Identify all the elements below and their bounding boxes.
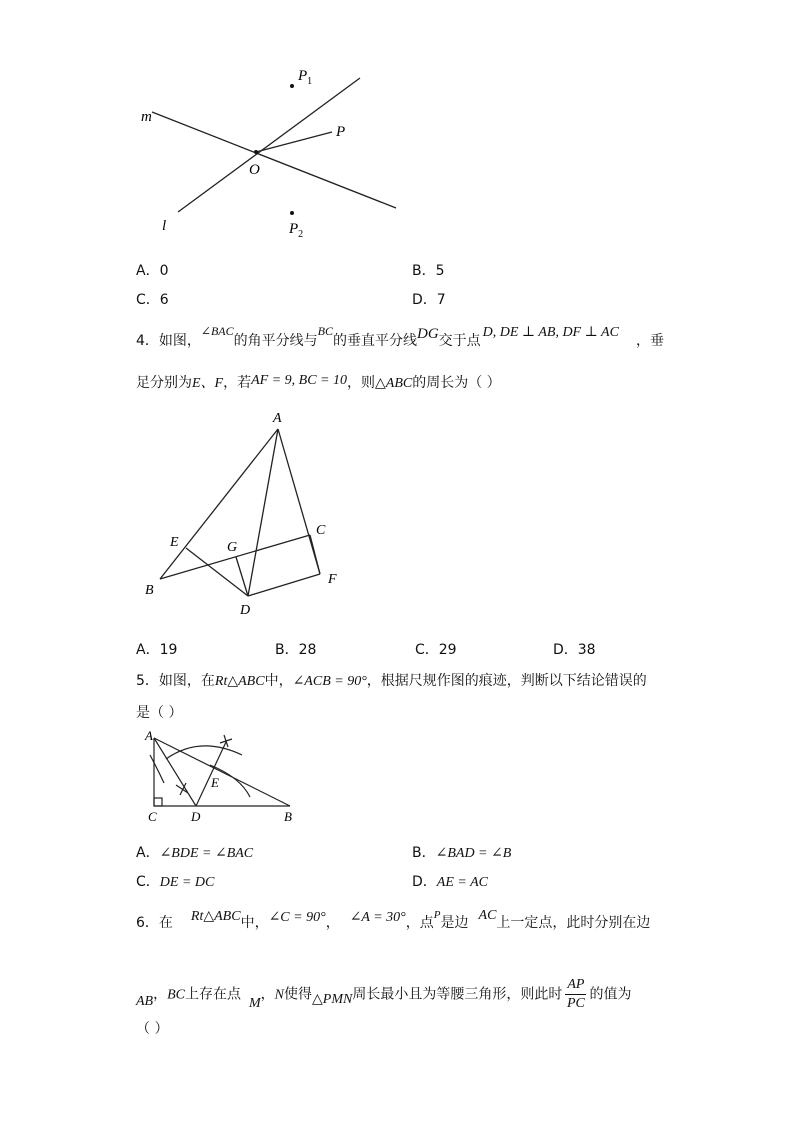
q6-prefix: 6．在 xyxy=(136,915,173,931)
q4-angle-bac: ∠BAC xyxy=(200,324,234,338)
cross-mark-2 xyxy=(220,735,232,747)
line-m xyxy=(152,112,396,208)
q6-ac: AC xyxy=(478,908,497,923)
q6-sep: ， xyxy=(153,986,168,1003)
q4-bc: BC xyxy=(317,324,333,338)
label-l: l xyxy=(162,218,167,234)
label-b: B xyxy=(284,809,292,824)
label-f: F xyxy=(328,572,337,587)
label-p2: $P_2$ xyxy=(289,221,304,240)
q6-pmn: △PMN xyxy=(312,991,353,1007)
q6-p: P xyxy=(433,909,441,921)
label-c: C xyxy=(148,809,157,824)
arc-left xyxy=(150,755,164,783)
q6-a30: ∠A = 30° xyxy=(349,910,406,925)
q6-t3: 是边 xyxy=(440,915,469,931)
q5-option-b: B．∠BAD = ∠B xyxy=(412,845,512,861)
q6-t2: ，点 xyxy=(405,915,434,931)
q4-option-a: A．19 xyxy=(136,642,178,658)
q4-text1: 的角平分线与 xyxy=(233,333,318,349)
label-c: C xyxy=(316,523,326,538)
seg-ad xyxy=(248,429,278,596)
q3-option-d: D．7 xyxy=(412,292,446,308)
q6-l2-t2: 使得 xyxy=(284,986,313,1003)
q6-line1 xyxy=(136,908,651,932)
label-p1: $P_1$ xyxy=(298,68,313,87)
q6-t1: 中， xyxy=(240,915,269,931)
q3-option-c: C．6 xyxy=(136,292,169,308)
q6-comma: ， xyxy=(325,915,340,931)
q6-fraction xyxy=(565,976,586,1013)
q4-condition: D, DE ⊥ AB, DF ⊥ AC xyxy=(482,325,619,340)
q4-ef: E、F xyxy=(192,376,224,391)
q6-triangle: Rt△ABC xyxy=(190,909,241,924)
q4-dg: DG xyxy=(416,326,439,342)
q5-prefix: 5．如图，在 xyxy=(136,673,215,689)
label-o: O xyxy=(249,162,260,178)
q6-line2 xyxy=(136,976,631,1013)
point-p2 xyxy=(290,211,294,215)
figure-q5-construction xyxy=(0,725,800,825)
line-l xyxy=(178,78,360,212)
q4-option-d: D．38 xyxy=(553,642,596,658)
arc-top xyxy=(166,746,242,759)
q6-m: M xyxy=(249,995,261,1011)
q4-l2-t2: ，若 xyxy=(223,375,252,391)
seg-df xyxy=(248,574,320,596)
q5-t2: ，根据尺规作图的痕迹，判断以下结论错误的 xyxy=(366,673,647,689)
q5-option-a: A．∠BDE = ∠BAC xyxy=(136,845,254,861)
figure-lines-m-l xyxy=(0,0,800,260)
label-e: E xyxy=(211,775,219,790)
q4-line1-tail: ，垂 xyxy=(636,333,664,349)
label-a: A xyxy=(145,728,153,743)
q4-text2: 的垂直平分线 xyxy=(332,333,417,349)
label-a: A xyxy=(273,411,282,426)
q6-t4: 上一定点，此时分别在边 xyxy=(496,915,651,931)
q4-given: AF = 9, BC = 10 xyxy=(251,373,347,388)
label-m: m xyxy=(141,109,152,125)
q6-sep2: ， xyxy=(260,986,275,1003)
seg-de xyxy=(186,548,248,596)
q4-triangle: △ABC xyxy=(375,376,413,391)
seg-de xyxy=(196,742,226,806)
q6-n: N xyxy=(274,987,285,1003)
q5-line1 xyxy=(136,670,647,690)
point-p1 xyxy=(290,84,294,88)
q5-triangle: Rt△ABC xyxy=(214,674,265,689)
q4-text3: 交于点 xyxy=(438,333,481,349)
q3-option-b: B．5 xyxy=(412,263,445,279)
q5-t1: 中， xyxy=(264,673,293,689)
q4-l2-t4: 的周长为（ ） xyxy=(412,375,501,391)
q6-ab: AB xyxy=(136,993,154,1009)
q4-line2 xyxy=(136,372,501,392)
q6-line3: （ ） xyxy=(136,1021,169,1037)
q4-l2-t3: ，则 xyxy=(347,375,375,391)
q6-l2-t1: 上存在点 xyxy=(185,986,241,1003)
q6-l2-t4: 的值为 xyxy=(589,986,632,1003)
q5-line2: 是（ ） xyxy=(136,705,183,721)
seg-cf xyxy=(310,535,320,574)
q5-option-d: D．AE = AC xyxy=(412,874,488,890)
seg-ac xyxy=(278,429,320,574)
q6-bc: BC xyxy=(167,987,185,1003)
seg-ab xyxy=(160,429,278,579)
q4-option-c: C．29 xyxy=(415,642,457,658)
label-d: D xyxy=(191,809,201,824)
q6-c90: ∠C = 90° xyxy=(268,910,326,925)
label-g: G xyxy=(227,540,238,555)
seg-dg xyxy=(236,557,248,596)
q4-l2-t1: 足分别为 xyxy=(136,375,192,391)
point-o xyxy=(254,150,258,154)
q6-fraction-den: PC xyxy=(566,996,585,1011)
q6-l2-t3: 周长最小且为等腰三角形，则此时 xyxy=(352,986,563,1003)
right-angle-mark xyxy=(154,798,162,806)
q4-line1 xyxy=(136,324,619,350)
ray-op xyxy=(256,132,332,152)
q5-angle: ∠ACB = 90° xyxy=(292,674,367,689)
label-b: B xyxy=(145,583,154,598)
figure-q4-triangle xyxy=(0,400,800,630)
label-p: P xyxy=(336,124,346,140)
label-e: E xyxy=(170,535,179,550)
q4-prefix: 4．如图， xyxy=(136,333,201,349)
q5-option-c: C．DE = DC xyxy=(136,874,215,890)
q4-option-b: B．28 xyxy=(275,642,317,658)
label-d: D xyxy=(240,603,251,618)
q3-option-a: A．0 xyxy=(136,263,169,279)
q6-fraction-num: AP xyxy=(565,976,586,995)
